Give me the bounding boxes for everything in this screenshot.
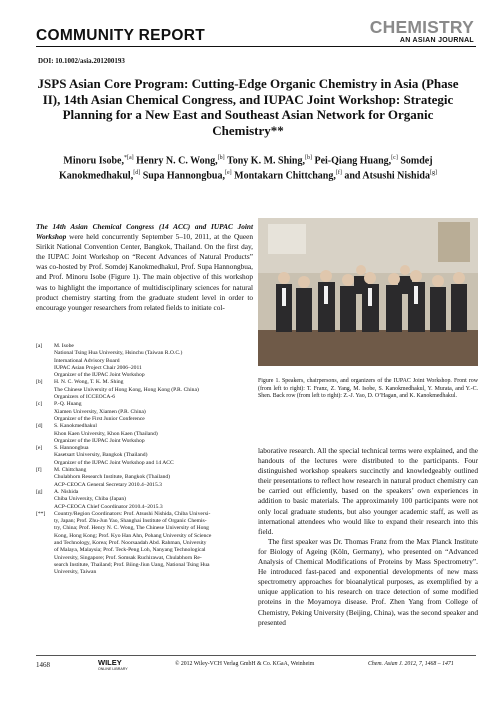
doi[interactable]: DOI: 10.1002/asia.201200193 xyxy=(38,57,125,65)
affiliation-line: University, Singapore; Prof. Somsak Ruchirawat, Chulabhorn Re- xyxy=(54,554,202,561)
author-name: Montakarn Chittchang, xyxy=(234,170,336,182)
author-name: Minoru Isobe, xyxy=(63,155,124,167)
figure-1-photo xyxy=(258,218,478,366)
body-right-column xyxy=(258,446,478,628)
affiliation-item xyxy=(36,489,253,511)
wiley-logo[interactable]: WILEY xyxy=(98,658,122,667)
author-affiliation-mark: [f] xyxy=(335,170,342,177)
affiliation-line: National Tsing Hua University, Hsinchu (Taiwan R.O.C.) xyxy=(54,350,183,357)
author-affiliation-mark: *[a] xyxy=(123,155,134,161)
body-text: were held concurrently September 5–10, 2011, at the Queen Sirikit National Convention Center, Bangkok, Thailand. On the first day, the IUPAC Joint Workshop on “Recent Advances of Natural Products” was co-hosted by Prof. Somdej Kanokmedhakul, Prof. Supa Hannongbua, and Prof. Minoru Isobe (Figure 1). The main objective of this workshop was to highlight the importance of multidisciplinary sciences for natural product chemistry starting from the graduate student level in order to encourage younger researchers from related fields to initiate col- xyxy=(36,232,253,312)
affiliation-item xyxy=(36,511,253,577)
author-name: Somdej Kanokmedhakul, xyxy=(59,155,433,182)
affiliation-line: Country/Region Coordinators: Prof. Atsushi Nishida, Chiba Universi- xyxy=(54,510,211,517)
author-name: Tony K. M. Shing, xyxy=(226,155,305,167)
author-name: Henry N. C. Wong, xyxy=(136,155,218,167)
author-name: and Atsushi Nishida xyxy=(344,170,430,182)
affiliation-line: University, Taiwan xyxy=(54,569,97,576)
author-list xyxy=(40,152,456,183)
author-affiliation-mark: [e] xyxy=(225,170,232,177)
affiliation-line: try, China; Prof. Henry N. C. Wong, The Chinese University of Hong xyxy=(54,525,209,532)
affiliation-line: A. Nishida xyxy=(54,488,79,495)
affiliation-line: ty, Japan; Prof. Zhu-Jun Yao, Shanghai Institute of Organic Chemis- xyxy=(54,518,207,525)
affiliation-line: Chiba University, Chiba (Japan) xyxy=(54,496,127,503)
affiliation-line: The Chinese University of Hong Kong, Hong Kong (P.R. China) xyxy=(54,386,199,393)
affiliation-line: search Institute, Thailand; Prof. Biing-Jiun Uang, National Tsing Hua xyxy=(54,561,210,568)
affiliation-line: Organizer of the First Junior Conference xyxy=(54,415,145,422)
group-photo-image xyxy=(258,218,478,366)
affiliation-line: Xiamen University, Xiamen (P.R. China) xyxy=(54,408,146,415)
affiliation-key: [b] xyxy=(36,379,43,386)
affiliation-line: Organizer of the IUPAC Joint Workshop xyxy=(54,437,145,444)
affiliation-key: [f] xyxy=(36,467,42,474)
affiliation-line: H. N. C. Wong, T. K. M. Shing xyxy=(54,379,124,386)
affiliation-line: Khon Kaen University, Khon Kaen (Thailand) xyxy=(54,430,158,437)
footer-rule xyxy=(36,655,476,656)
article-title: JSPS Asian Core Program: Cutting-Edge Organic Chemistry in Asia (Phase II), 14th Asian Chemical Congress, and IUPAC Joint Workshop: Strategic Planning for a New East and Southeast Asian Network for Organic Chemistry** xyxy=(37,76,459,138)
author-name: Supa Hannongbua, xyxy=(142,170,225,182)
affiliation-item xyxy=(36,401,253,423)
affiliation-item xyxy=(36,379,253,401)
affiliations xyxy=(36,343,253,577)
author-affiliation-mark: [g] xyxy=(429,170,437,177)
affiliation-line: Kasetsart University, Bangkok (Thailand) xyxy=(54,452,148,459)
affiliation-line: P.-Q. Huang xyxy=(54,401,82,408)
affiliation-line: S. Hannongbua xyxy=(54,445,89,452)
page-number: 1468 xyxy=(36,661,50,669)
journal-citation: Chem. Asian J. 2012, 7, 1468 – 1471 xyxy=(368,661,454,667)
affiliation-line: Organizer of the IUPAC Joint Workshop and 14 ACC xyxy=(54,459,174,466)
journal-logo-subtitle: AN ASIAN JOURNAL xyxy=(399,37,474,44)
affiliation-key: [a] xyxy=(36,343,43,349)
affiliation-item xyxy=(36,423,253,445)
affiliation-line: ACP-CEOCA General Secretary 2010.4–2015.3 xyxy=(54,481,162,488)
section-label: COMMUNITY REPORT xyxy=(36,27,205,44)
journal-logo: CHEMISTRY xyxy=(369,17,474,37)
affiliation-line: ACP-CEOCA Chief Coordinator 2010.4–2015.3 xyxy=(54,503,163,510)
affiliation-line: IUPAC Asian Project Chair 2006–2011 xyxy=(54,364,142,371)
affiliation-line: M. Chittchang xyxy=(54,467,87,474)
affiliation-item xyxy=(36,445,253,467)
paragraph: The first speaker was Dr. Thomas Franz from the Max Planck Institute for Biology of Ageing (Köln, Germany), who presented on “Advanced Analysis of Chemical Modifications of Proteins by Mass Spectrometry”. He introduced fast-paced and exponential developments of new mass spectrometry approaches for bioanalytical purposes, as exemplified by a unique application to his research on trace detection of some modified proteins in the Moyamoya disease. Prof. Zhen Yang from College of Chemistry, Peking University (Beijing, China), was the second speaker and presented xyxy=(258,536,479,627)
author-affiliation-mark: [b] xyxy=(304,155,312,161)
affiliation-line: International Advisory Board xyxy=(54,357,120,364)
affiliation-item xyxy=(36,343,253,379)
affiliation-key: [g] xyxy=(36,488,43,495)
author-affiliation-mark: [c] xyxy=(391,155,398,161)
affiliation-line: S. Kanokmedhakul xyxy=(54,423,97,430)
author-name: Pei-Qiang Huang, xyxy=(314,155,392,167)
wiley-logo-subtitle: ONLINE LIBRARY xyxy=(98,667,128,671)
affiliation-item xyxy=(36,467,253,489)
body-left-column xyxy=(36,222,253,313)
affiliation-line: Chulabhorn Research Institute, Bangkok (Thailand) xyxy=(54,474,171,481)
affiliation-key: [c] xyxy=(36,401,43,408)
affiliation-line: and Technology, Korea; Prof. Noorsaadah Abd. Rahman, University xyxy=(54,540,207,547)
affiliation-line: Organizers of ICCEOCA-6 xyxy=(54,394,116,401)
affiliation-line: Kong, Hong Kong; Prof. Kyo Han Ahn, Pohang University of Science xyxy=(54,532,212,539)
affiliation-key: [**] xyxy=(36,510,46,517)
affiliation-line: of Malaya, Malaysia; Prof. Teck-Peng Loh, Nanyang Technological xyxy=(54,547,206,554)
lead-text: The 14th Asian Chemical Congress (14 ACC) and IUPAC Joint Workshop xyxy=(36,222,253,242)
affiliation-line: M. Isobe xyxy=(54,343,74,349)
affiliation-line: Organizer of the IUPAC Joint Workshop xyxy=(54,372,145,379)
copyright: © 2012 Wiley-VCH Verlag GmbH & Co. KGaA, Weinheim xyxy=(175,661,315,667)
paragraph: laborative research. All the special technical terms were explained, and the handouts of the lectures were distributed to the participants. Four distinguished workshop speakers succinctly and knowledgeably outlined their presentations to reflect how research in natural product chemistry can be carried out efficiently, based on the speakers’ own experiences in addition to basic materials. The approximately 100 participants were not only local graduate students, but also younger academic staff, as well as international attendees who would like to expand their research into this field. xyxy=(258,446,478,536)
author-affiliation-mark: [b] xyxy=(217,155,225,161)
header-rule xyxy=(36,46,476,47)
affiliation-key: [e] xyxy=(36,445,43,452)
affiliation-key: [d] xyxy=(36,423,43,430)
figure-caption: Figure 1. Speakers, chairpersons, and organizers of the IUPAC Joint Workshop. Front row (from left to right): T. Franz, Z. Yang, M. Isobe, S. Kanokmedhakul, Y. Murata, and Y.-C. Shen. Back row (from left to right): Z.-J. Yao, D. O’Hagan, and K. Kanokmedhakul. xyxy=(258,378,478,400)
author-affiliation-mark: [d] xyxy=(133,170,141,177)
